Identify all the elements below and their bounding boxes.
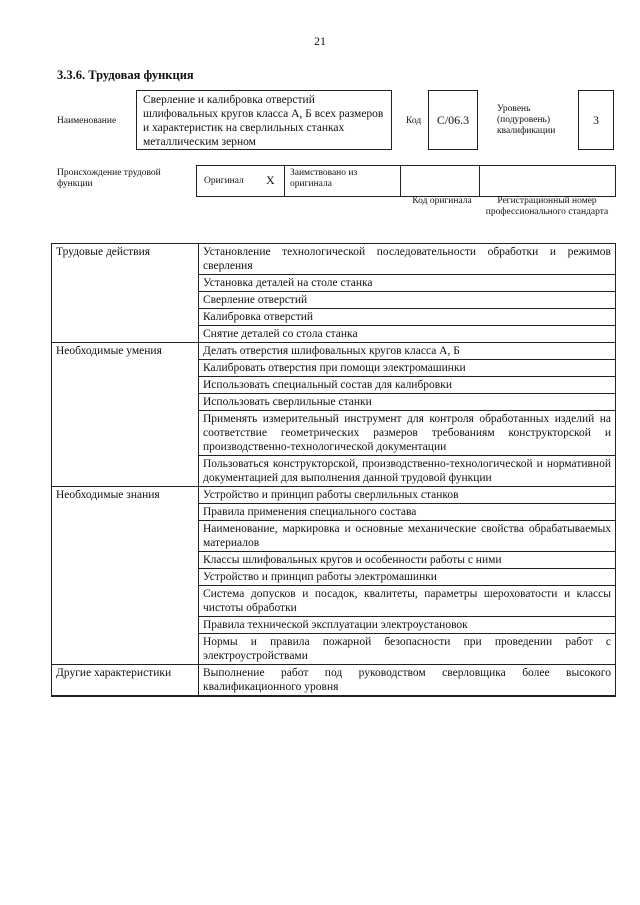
function-name: Сверление и калибровка отверстий шлифовальных кругов класса А, Б всех размеров и характеристик на сверлильных станках металлическим зерном: [143, 94, 384, 148]
item-cell: Устройство и принцип работы сверлильных станков: [199, 487, 616, 504]
function-table: [51, 243, 616, 697]
table-row: [52, 487, 616, 504]
origin-divider: [400, 166, 401, 196]
item-cell: Делать отверстия шлифовальных кругов класса А, Б: [199, 343, 616, 360]
category-cell: Необходимые умения: [52, 343, 199, 487]
item-cell: Установление технологической последовательности обработки и режимов сверления: [199, 244, 616, 275]
page-number: 21: [314, 34, 326, 48]
item-cell: Калибровать отверстия при помощи электромашинки: [199, 360, 616, 377]
origin-label: Происхождение трудовой функции: [57, 168, 161, 189]
origin-row: [196, 165, 616, 197]
item-cell: Использовать специальный состав для калибровки: [199, 377, 616, 394]
item-cell: Нормы и правила пожарной безопасности при проведении работ с электроустройствами: [199, 634, 616, 665]
section-title: 3.3.6. Трудовая функция: [57, 68, 194, 82]
origin-divider: [196, 166, 197, 196]
original-label: Оригинал: [204, 176, 244, 186]
table-row: [52, 665, 616, 697]
item-cell: Применять измерительный инструмент для контроля обработанных изделий на соответствие геометрических размеров требованиям конструкторской и производственно-технологической документации: [199, 411, 616, 456]
item-cell: Пользоваться конструкторской, производственно-технологической и нормативной документацией для выполнения данной трудовой функции: [199, 456, 616, 487]
code-label: Код: [406, 116, 422, 126]
item-cell: Установка деталей на столе станка: [199, 275, 616, 292]
category-cell: Трудовые действия: [52, 244, 199, 343]
item-cell: Калибровка отверстий: [199, 309, 616, 326]
category-cell: Необходимые знания: [52, 487, 199, 665]
code-original-caption: Код оригинала: [412, 196, 472, 206]
item-cell: Использовать сверлильные станки: [199, 394, 616, 411]
category-cell: Другие характеристики: [52, 665, 199, 697]
reg-number-caption: Регистрационный номер профессионального стандарта: [485, 196, 609, 217]
function-name-box: [136, 90, 392, 150]
item-cell: Наименование, маркировка и основные механические свойства обрабатываемых материалов: [199, 521, 616, 552]
code-box: [428, 90, 478, 150]
origin-divider: [615, 166, 616, 196]
code-value: C/06.3: [436, 112, 470, 127]
item-cell: Выполнение работ под руководством сверловщика более высокого квалификационного уровня: [199, 665, 616, 697]
table-row: [52, 244, 616, 275]
table-row: [52, 343, 616, 360]
origin-divider: [479, 166, 480, 196]
item-cell: Устройство и принцип работы электромашинки: [199, 569, 616, 586]
name-label: Наименование: [57, 116, 117, 126]
original-mark: X: [266, 173, 275, 187]
level-box: [578, 90, 614, 150]
level-value: 3: [593, 112, 599, 127]
item-cell: Система допусков и посадок, квалитеты, параметры шероховатости и классы чистоты обработки: [199, 586, 616, 617]
origin-divider: [284, 166, 285, 196]
level-label: Уровень (подуровень) квалификации: [497, 104, 556, 136]
item-cell: Снятие деталей со стола станка: [199, 326, 616, 343]
item-cell: Правила технической эксплуатации электроустановок: [199, 617, 616, 634]
item-cell: Правила применения специального состава: [199, 504, 616, 521]
borrowed-label: Заимствовано из оригинала: [290, 168, 358, 189]
item-cell: Сверление отверстий: [199, 292, 616, 309]
item-cell: Классы шлифовальных кругов и особенности работы с ними: [199, 552, 616, 569]
